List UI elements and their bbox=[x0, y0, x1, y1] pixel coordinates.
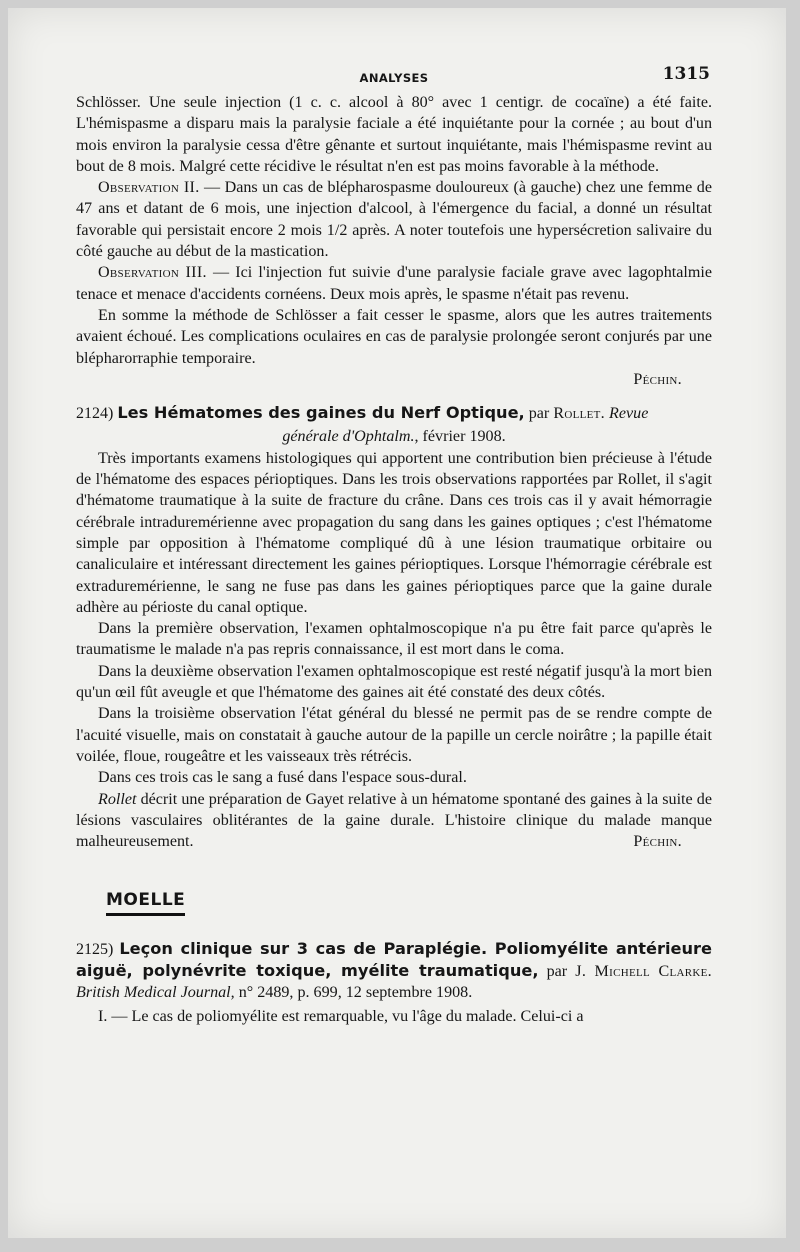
page-content bbox=[76, 66, 712, 1027]
paragraph: Dans la troisième observation l'état général du blessé ne permit pas de se rendre compte de l'acuité visuelle, mais on constatait à gauche autour de la papille un cercle noirâtre ; la papille était voilée, floue, rougeâtre et les vaisseaux très rétrécis. bbox=[76, 705, 712, 765]
page bbox=[8, 8, 786, 1238]
running-head bbox=[76, 66, 712, 92]
running-title: ANALYSES bbox=[359, 71, 429, 85]
observation-label: Observation III. bbox=[98, 264, 207, 282]
article-author: Rollet. bbox=[553, 405, 606, 423]
by-word: par bbox=[546, 962, 568, 980]
article-title: Les Hématomes des gaines du Nerf Optique, bbox=[117, 403, 525, 423]
article-author: J. Michell Clarke. bbox=[575, 962, 712, 980]
article-title: Leçon clinique sur 3 cas de Paraplégie. Poliomyélite antérieure aiguë, polynévrite toxique, myélite traumatique, bbox=[76, 938, 712, 980]
article-source-details: n° 2489, p. 699, 12 septembre 1908. bbox=[238, 984, 473, 1002]
article-source-line bbox=[76, 426, 712, 447]
article-number: 2124) bbox=[76, 405, 114, 423]
reviewer-signature: Péchin. bbox=[633, 833, 682, 851]
paragraph: I. — Le cas de poliomyélite est remarquable, vu l'âge du malade. Celui-ci a bbox=[98, 1007, 584, 1025]
paragraph: En somme la méthode de Schlösser a fait cesser le spasme, alors que les autres traitements avaient échoué. Les complications oculaires en cas de paralysie prolongée seront conjurés par une blépharorraphie temporaire. bbox=[76, 306, 712, 367]
by-word: par bbox=[528, 405, 550, 423]
observation-label: Observation II. bbox=[98, 179, 200, 197]
paragraph: Dans ces trois cas le sang a fusé dans l'espace sous-dural. bbox=[98, 769, 467, 787]
article-source-journal: générale d'Ophtalm. bbox=[282, 428, 415, 446]
page-number: 1315 bbox=[662, 64, 710, 84]
paragraph: Dans la deuxième observation l'examen ophtalmoscopique est resté négatif jusqu'à la mort bien qu'un œil fût aveugle et que l'hématome des gaines ait été constaté des deux côtés. bbox=[76, 662, 712, 702]
observation-text: — Ici l'injection fut suivie d'une paralysie faciale grave avec lagophtalmie tenace et menace d'accidents cornéens. Deux mois après, le spasme n'était pas revenu. bbox=[76, 264, 712, 303]
article-heading bbox=[76, 402, 712, 424]
article-heading bbox=[76, 938, 712, 1004]
cited-author: Rollet bbox=[98, 790, 137, 808]
article-source: Revue bbox=[609, 405, 649, 423]
section-heading: MOELLE bbox=[106, 890, 185, 915]
paragraph: Très importants examens histologiques qui apportent une contribution bien précieuse à l'étude de l'hématome des espaces périoptiques. Dans les trois observations rapportées par Rollet, il s'agit d'hématome traumatique à la suite de fracture du crâne. Dans ces trois cas il y avait hémorragie cérébrale intraduremérienne avec propagation du sang dans les gaines optiques ; c'est l'hématome simple par opposition à l'hématome compliqué dû à une lésion traumatique orbitaire ou canaliculaire et intéressant directement les gaines périoptiques. Lorsque l'hémorragie cérébrale est extraduremérienne, le sang ne fuse pas dans les gaines périoptiques parce que la gaine durale adhère au périoste du canal optique. bbox=[76, 449, 712, 616]
paragraph: Dans la première observation, l'examen ophtalmoscopique n'a pu être fait parce qu'après le traumatisme le malade n'a pas repris connaissance, il est mort dans le coma. bbox=[76, 620, 712, 659]
article-date: , février 1908. bbox=[414, 428, 506, 446]
article-source: British Medical Journal, bbox=[76, 984, 235, 1002]
article-2124 bbox=[76, 402, 712, 852]
article-2125 bbox=[76, 938, 712, 1027]
article-number: 2125) bbox=[76, 940, 114, 958]
observation-text: — Dans un cas de blépharospasme douloureux (à gauche) chez une femme de 47 ans et datant de 6 mois, une injection d'alcool, à l'émergence du facial, a donné un résultat favorable qui persistait encore 2 mois 1/2 après. A noter toutefois une hypersécretion salivaire du côté gauche au début de la mastication. bbox=[76, 179, 712, 261]
paragraph: Schlösser. Une seule injection (1 c. c. alcool à 80° avec 1 centigr. de cocaïne) a été faite. L'hémispasme a disparu mais la paralysie faciale a été inquiétante pour la cornée ; au bout d'un mois environ la paralysie cessa d'être gênante et surtout inquiétante, mais l'hémispasme revint au bout de 8 mois. Malgré cette récidive le résultat n'en est pas moins favorable à la méthode. bbox=[76, 94, 712, 175]
paragraph-text: décrit une préparation de Gayet relative à un hématome spontané des gaines à la suite de lésions vasculaires oblitérantes de la gaine durale. L'histoire clinique du malade manque malheureusement. bbox=[76, 790, 712, 851]
observation-3 bbox=[76, 262, 712, 305]
paragraph-last bbox=[76, 789, 712, 853]
previous-article-continuation bbox=[76, 92, 712, 390]
reviewer-signature: Péchin. bbox=[633, 370, 682, 388]
observation-2 bbox=[76, 177, 712, 262]
